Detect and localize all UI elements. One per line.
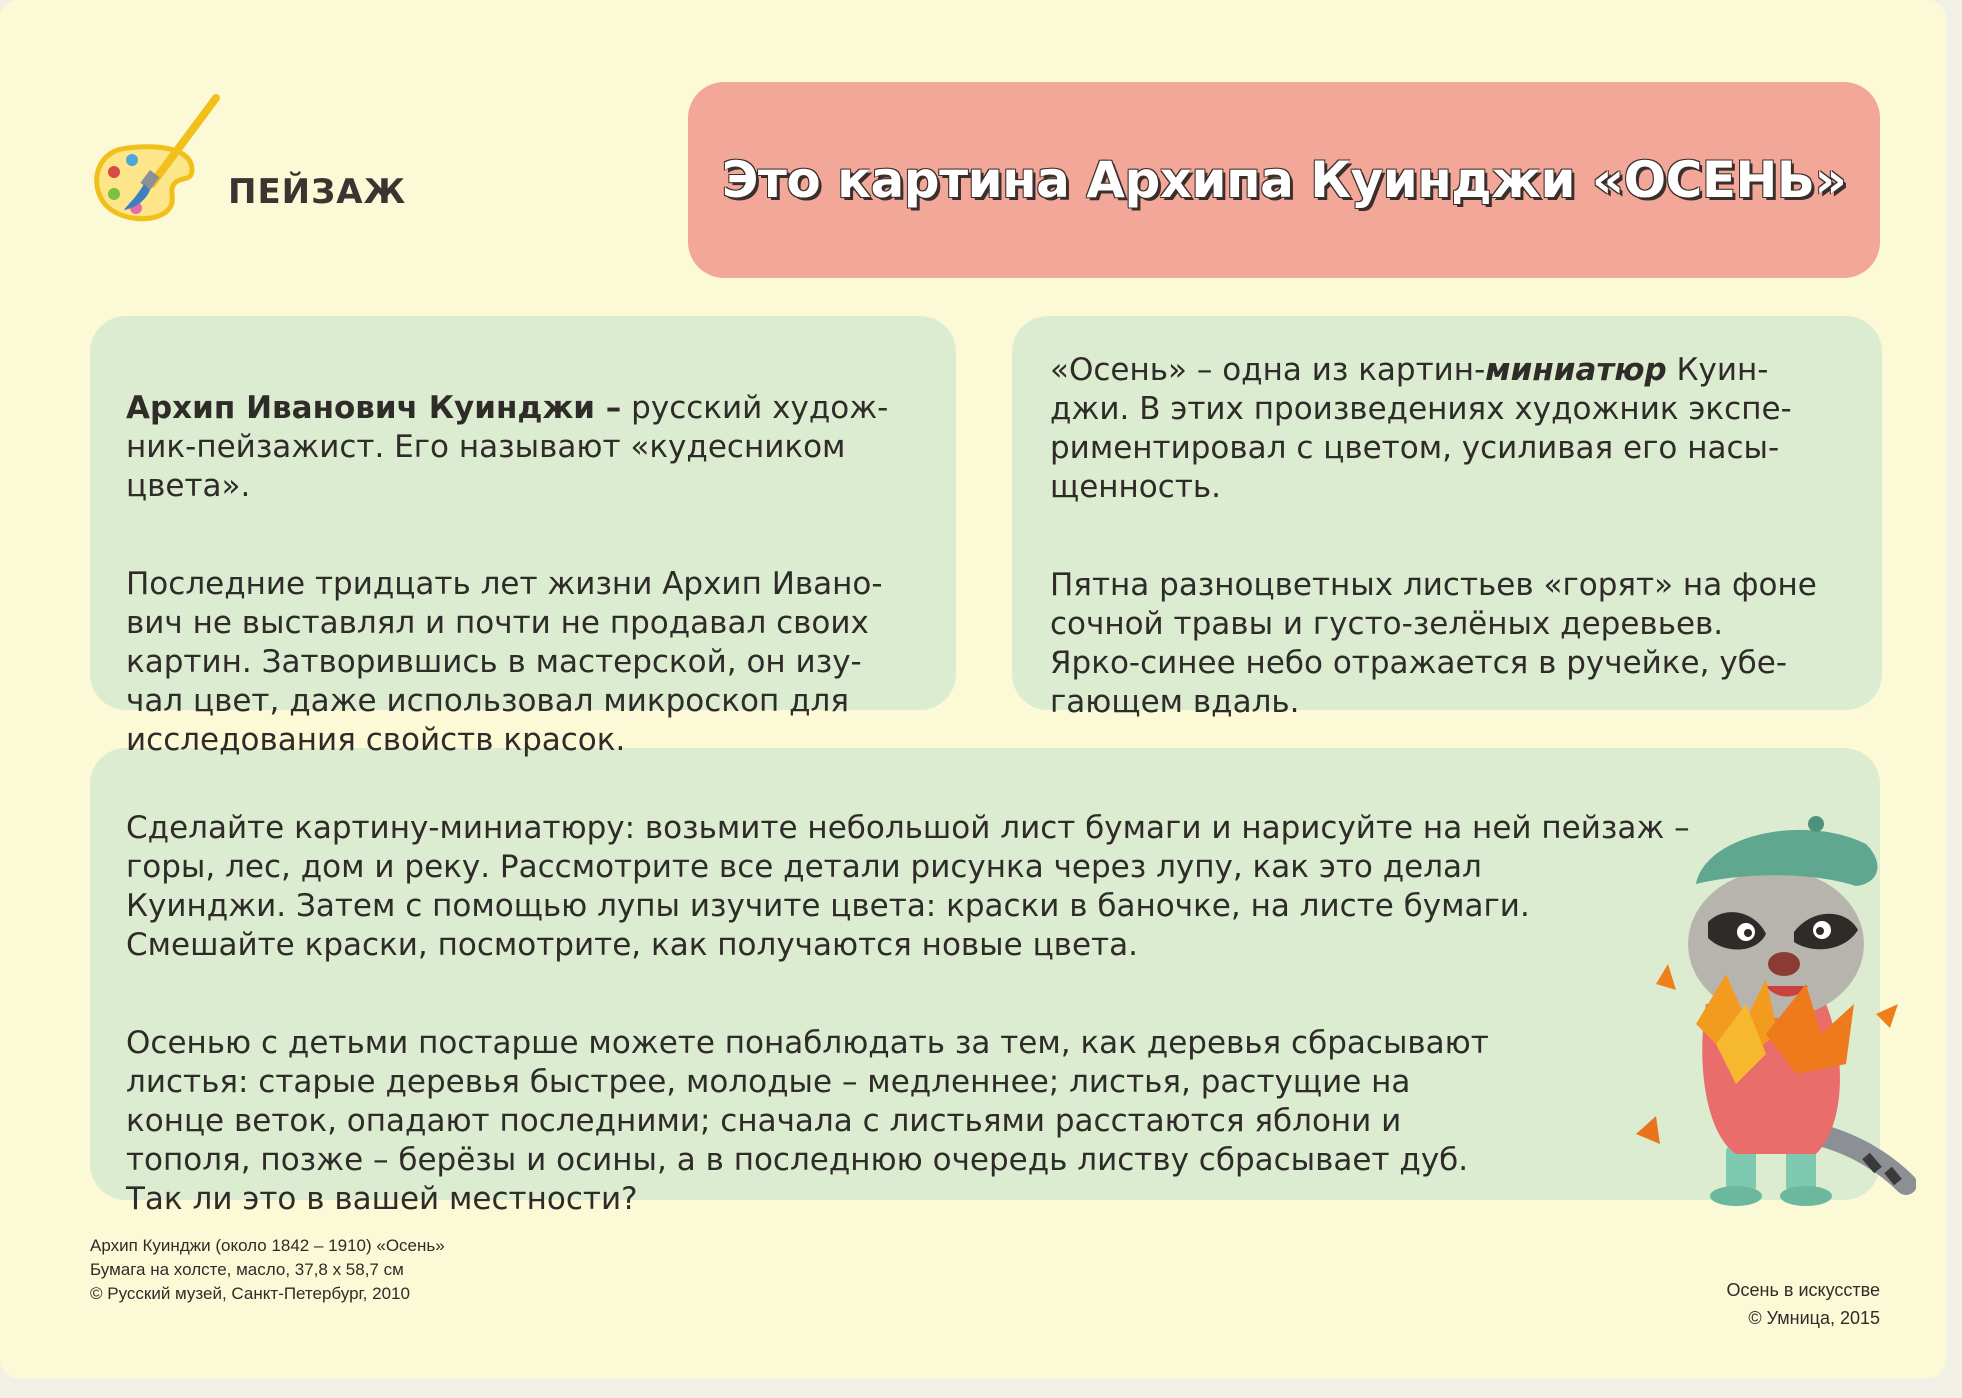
palette-brush-icon (88, 88, 238, 238)
caption-line-1: Архип Куинджи (около 1842 – 1910) «Осень» (90, 1236, 445, 1255)
activity-paragraph-2: Осенью с детьми постарше можете понаблюдать за тем, как деревья сбрасывают листья: старые деревья быстрее, молодые – медленнее; листья, растущие на конце веток, опадают последними; сначала с листьями расстаются яблони и тополя, позже – берёзы и осины, а в последнюю очередь листву сбрасывает дуб. Так ли это в вашей местности? (126, 1025, 1489, 1217)
artist-name: Архип Иванович Куинджи – (126, 390, 622, 426)
raccoon-with-leaves-icon (1616, 804, 1916, 1224)
painting-intro: «Осень» – одна из картин- (1050, 352, 1486, 388)
section-label: ПЕЙЗАЖ (228, 172, 407, 212)
painting-paragraph-2: Пятна разноцветных листьев «горят» на фоне сочной травы и густо-зелёных деревьев. Ярко-синее небо отражается в ручейке, убе- гающем вдаль. (1050, 567, 1817, 720)
artist-description: русский худож- ник-пейзажист. Его называют «кудесником цвета». (126, 390, 889, 504)
page-title: Это картина Архипа Куинджи «ОСЕНЬ» (721, 151, 1847, 209)
activity-paragraph-1: Сделайте картину-миниатюру: возьмите небольшой лист бумаги и нарисуйте на ней пейзаж – горы, лес, дом и реку. Рассмотрите все детали рисунка через лупу, как это делал Куинджи. Затем с помощью лупы изучите цвета: краски в баночке, на листе бумаги. Смешайте краски, посмотрите, как получаются новые цвета. (126, 810, 1690, 963)
caption-line-3: © Русский музей, Санкт-Петербург, 2010 (90, 1284, 410, 1303)
credit-line-1: Осень в искусстве (1726, 1280, 1880, 1300)
activity-text (126, 770, 1726, 1278)
artist-paragraph-2: Последние тридцать лет жизни Архип Ивано- вич не выставлял и почти не продавал своих картин. Затворившись в мастерской, он изу- чал цвет, даже использовал микроскоп для исследования свойств красок. (126, 566, 883, 758)
title-banner (688, 82, 1880, 278)
painting-paragraph-1 (1050, 351, 1870, 507)
painting-emphasis: миниатюр (1485, 352, 1667, 388)
caption-line-2: Бумага на холсте, масло, 37,8 x 58,7 см (90, 1260, 404, 1279)
painting-info-text (1050, 312, 1870, 781)
painting-description: Куин- джи. В этих произведениях художник экспе- риментировал с цветом, усиливая его насы- щенность. (1050, 352, 1792, 505)
artist-paragraph-1 (126, 389, 926, 506)
credit-line-2: © Умница, 2015 (1748, 1308, 1880, 1328)
artist-info-text (126, 350, 926, 819)
publisher-credit (1727, 1276, 1880, 1332)
artwork-caption (90, 1234, 445, 1306)
